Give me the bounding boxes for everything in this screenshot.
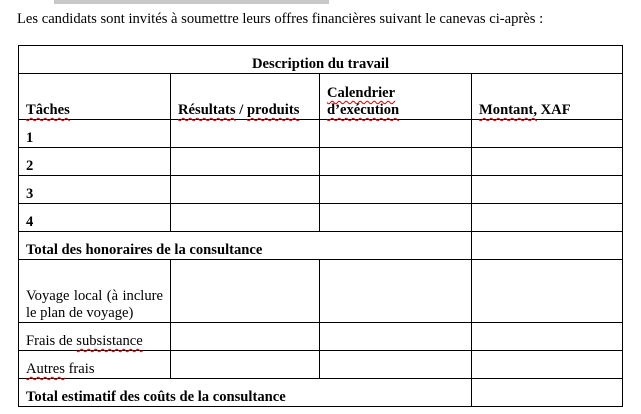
resultats-cell[interactable]	[171, 120, 320, 148]
scrollbar-thumb	[54, 0, 329, 4]
montant-cell[interactable]	[472, 260, 623, 323]
montant-cell[interactable]	[472, 148, 623, 176]
expense-label-sq: subsistance	[76, 333, 143, 349]
table-row	[19, 120, 623, 148]
montant-cell[interactable]	[472, 120, 623, 148]
table-row	[19, 204, 623, 232]
task-number: 1	[19, 120, 171, 148]
calendrier-cell[interactable]	[320, 351, 472, 379]
resultats-cell[interactable]	[171, 148, 320, 176]
montant-cell[interactable]	[472, 204, 623, 232]
montant-cell[interactable]	[472, 323, 623, 351]
task-number: 3	[19, 176, 171, 204]
table-row	[19, 260, 623, 323]
expense-label-voyage: Voyage local (à inclure le plan de voyage)	[19, 260, 171, 323]
expense-label-post: frais	[64, 361, 95, 377]
total-honoraires-label: Total des honoraires de la consultance	[19, 232, 472, 260]
total-estimatif-montant[interactable]	[472, 379, 623, 407]
calendrier-cell[interactable]	[320, 120, 472, 148]
table-title-row	[19, 46, 623, 74]
montant-cell[interactable]	[472, 351, 623, 379]
calendrier-cell[interactable]	[320, 204, 472, 232]
resultats-cell[interactable]	[171, 351, 320, 379]
column-header-row	[19, 74, 623, 120]
header-resultats	[171, 74, 320, 120]
header-montant-label: Montant,	[479, 102, 537, 118]
total-honoraires-montant[interactable]	[472, 232, 623, 260]
resultats-cell[interactable]	[171, 323, 320, 351]
header-calendrier-label: Calendrier	[327, 85, 396, 101]
intro-paragraph: Les candidats sont invités à soumettre leurs offres financières suivant le canevas ci-après :	[17, 11, 544, 27]
header-montant	[472, 74, 623, 120]
table-row	[19, 323, 623, 351]
header-calendrier	[320, 74, 472, 120]
header-taches	[19, 74, 171, 120]
table-row	[19, 176, 623, 204]
calendrier-cell[interactable]	[320, 323, 472, 351]
financial-offer-table	[18, 45, 623, 407]
montant-cell[interactable]	[472, 176, 623, 204]
table-row	[19, 351, 623, 379]
header-produits-label: produits	[246, 102, 300, 118]
header-currency: XAF	[536, 102, 571, 118]
expense-label-sq: Autres	[26, 361, 65, 377]
task-number: 4	[19, 204, 171, 232]
calendrier-cell[interactable]	[320, 176, 472, 204]
resultats-cell[interactable]	[171, 260, 320, 323]
expense-label-pre: Frais de	[26, 333, 77, 349]
header-execution-label: d’exécution	[327, 102, 400, 118]
header-taches-label: Tâches	[26, 102, 70, 118]
total-estimatif-row	[19, 379, 623, 407]
expense-label-autres	[19, 351, 171, 379]
calendrier-cell[interactable]	[320, 148, 472, 176]
resultats-cell[interactable]	[171, 176, 320, 204]
resultats-cell[interactable]	[171, 204, 320, 232]
table-row	[19, 148, 623, 176]
header-resultats-label: Résultats	[178, 102, 236, 118]
calendrier-cell[interactable]	[320, 260, 472, 323]
expense-label-subsistance	[19, 323, 171, 351]
total-honoraires-row	[19, 232, 623, 260]
header-slash: /	[235, 102, 247, 118]
task-number: 2	[19, 148, 171, 176]
table-title: Description du travail	[19, 46, 623, 74]
total-estimatif-label: Total estimatif des coûts de la consultance	[19, 379, 472, 407]
